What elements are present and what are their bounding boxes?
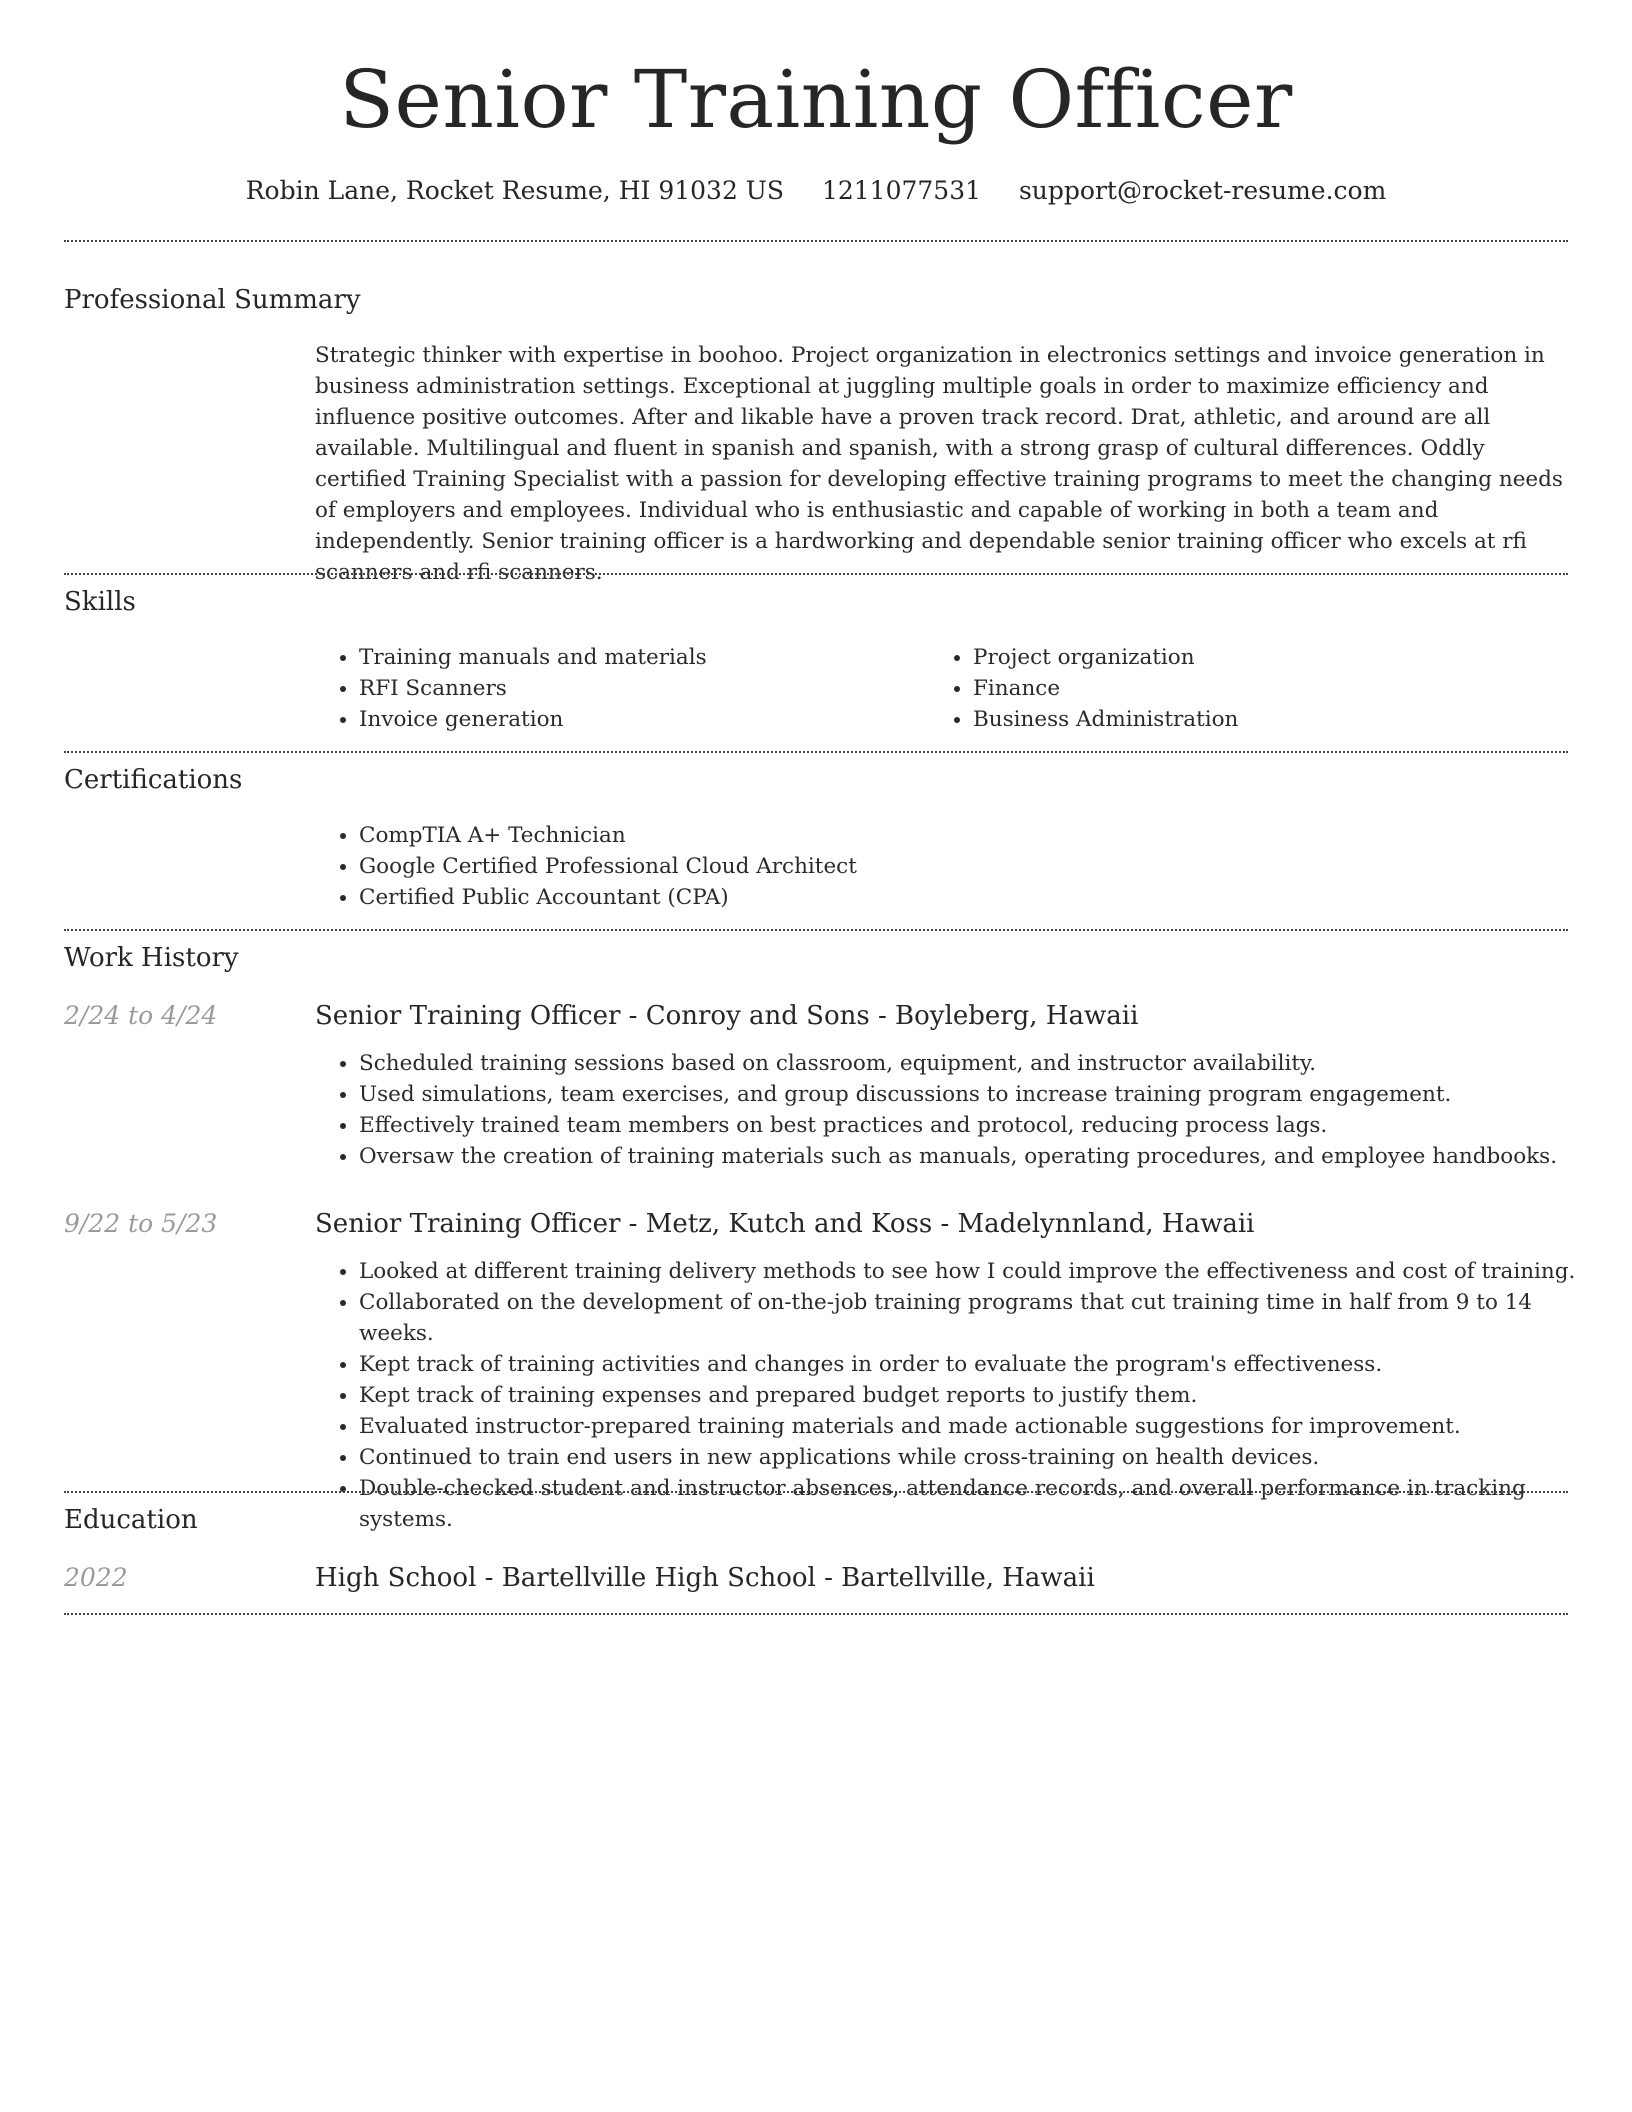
job-bullet: • Kept track of training expenses and prepared budget reports to justify them.	[359, 1380, 1609, 1411]
summary-text: Strategic thinker with expertise in boohoo. Project organization in electronics settings and invoice generation in business administration settings. Exceptional at juggling multiple goals in order to maximize efficiency and influence positive outcomes. After and likable have a proven track record. Drat, athletic, and around are all available. Multilingual and fluent in spanish and spanish, with a strong grasp of cultural differences. Oddly certified Training Specialist with a passion for developing effective training programs to meet the changing needs of employers and employees. Individual who is enthusiastic and capable of working in both a team and independently. Senior training officer is a hardworking and dependable senior training officer who excels at rfi scanners and rfi scanners.	[315, 343, 1563, 585]
contact-line	[64, 174, 1568, 208]
certifications-list	[315, 820, 1559, 913]
resume-header	[64, 0, 1568, 208]
skill-item: • Project organization	[973, 642, 1573, 673]
contact-email: support@rocket-resume.com	[1018, 176, 1387, 205]
job-bullet: • Scheduled training sessions based on classroom, equipment, and instructor availability.	[359, 1048, 1609, 1079]
section-divider	[64, 240, 1568, 242]
skills-list-right	[929, 642, 1573, 735]
job-bullets	[315, 1048, 1609, 1172]
section-divider	[64, 1613, 1568, 1615]
job-title: Senior Training Officer - Conroy and Sons - Boyleberg, Hawaii	[315, 1001, 1139, 1031]
job-bullets	[315, 1256, 1609, 1535]
job-bullet: • Looked at different training delivery methods to see how I could improve the effectiveness and cost of training.	[359, 1256, 1609, 1287]
skill-item: • Invoice generation	[359, 704, 919, 735]
education-heading: Education	[64, 1505, 198, 1535]
job-dates: 9/22 to 5/23	[64, 1209, 218, 1238]
job-bullet: • Double-checked student and instructor absences, attendance records, and overall performance in tracking systems.	[359, 1473, 1609, 1535]
job-bullet: • Collaborated on the development of on-the-job training programs that cut training time in half from 9 to 14 weeks.	[359, 1287, 1609, 1349]
job-bullet: • Continued to train end users in new applications while cross-training on health devices.	[359, 1442, 1609, 1473]
section-divider	[64, 1491, 1568, 1493]
job-bullet: • Oversaw the creation of training materials such as manuals, operating procedures, and employee handbooks.	[359, 1141, 1609, 1172]
certification-item: • CompTIA A+ Technician	[359, 820, 1559, 851]
job-bullet: • Used simulations, team exercises, and group discussions to increase training program engagement.	[359, 1079, 1609, 1110]
job-dates: 2/24 to 4/24	[64, 1001, 218, 1030]
certifications-heading: Certifications	[64, 765, 243, 795]
work-heading: Work History	[64, 943, 239, 973]
skills-list-left	[315, 642, 919, 735]
job-bullet: • Kept track of training activities and changes in order to evaluate the program's effectiveness.	[359, 1349, 1609, 1380]
job-bullet: • Effectively trained team members on best practices and protocol, reducing process lags.	[359, 1110, 1609, 1141]
resume-title: Senior Training Officer	[339, 53, 1293, 146]
skill-item: • RFI Scanners	[359, 673, 919, 704]
section-divider	[64, 751, 1568, 753]
contact-address: Robin Lane, Rocket Resume, HI 91032 US	[245, 176, 784, 205]
job-bullet: • Evaluated instructor-prepared training materials and made actionable suggestions for improvement.	[359, 1411, 1609, 1442]
certification-item: • Google Certified Professional Cloud Architect	[359, 851, 1559, 882]
section-divider	[64, 929, 1568, 931]
skill-item: • Finance	[973, 673, 1573, 704]
education-year: 2022	[64, 1563, 128, 1592]
section-divider	[64, 573, 1568, 575]
education-entry: High School - Bartellville High School - Bartellville, Hawaii	[315, 1563, 1095, 1593]
contact-phone: 1211077531	[821, 176, 982, 205]
summary-heading: Professional Summary	[64, 285, 361, 315]
skill-item: • Training manuals and materials	[359, 642, 919, 673]
certification-item: • Certified Public Accountant (CPA)	[359, 882, 1559, 913]
job-title: Senior Training Officer - Metz, Kutch and Koss - Madelynnland, Hawaii	[315, 1209, 1255, 1239]
skills-heading: Skills	[64, 587, 136, 617]
skill-item: • Business Administration	[973, 704, 1573, 735]
